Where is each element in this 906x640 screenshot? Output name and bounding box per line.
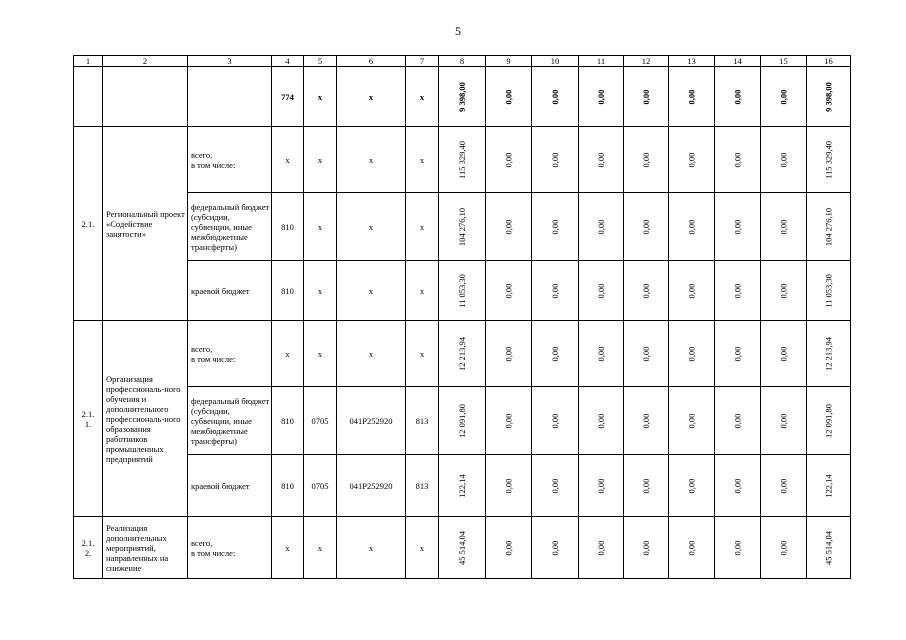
row-name-cell: Региональный проект «Содействие занятости»: [103, 127, 188, 321]
table-row: [74, 455, 851, 517]
header-cell-11: 11: [579, 56, 624, 67]
col11-cell-text: 0,00: [596, 219, 606, 234]
col16-cell: [807, 387, 851, 455]
table-row: [74, 387, 851, 455]
col14-cell-text: 0,00: [732, 478, 743, 493]
col13-cell: [669, 517, 715, 579]
col13-cell-text: 0,00: [686, 346, 697, 361]
col12-cell: [624, 455, 669, 517]
col13-cell: [669, 387, 715, 455]
col13-cell: [669, 455, 715, 517]
header-cell-16: 16: [807, 56, 851, 67]
col9-cell: [486, 387, 532, 455]
col15-cell: [761, 321, 807, 387]
col16-cell: [807, 127, 851, 193]
col13-cell-text: 0,00: [686, 478, 697, 493]
col14-cell-text: 0,00: [732, 89, 743, 104]
col12-cell-text: 0,00: [641, 89, 651, 104]
col15-cell: [761, 387, 807, 455]
total-cell-text: 9 398,00: [457, 81, 467, 112]
header-cell-14: 14: [715, 56, 761, 67]
col10-cell: [532, 193, 579, 261]
table-row: [74, 67, 851, 127]
row-name-cell: [103, 67, 188, 127]
col12-cell-text: 0,00: [641, 219, 651, 234]
col13-cell-text: 0,00: [686, 152, 697, 167]
col13-cell: [669, 67, 715, 127]
col10-cell: [532, 321, 579, 387]
col12-cell: [624, 321, 669, 387]
col13-cell: [669, 261, 715, 321]
col11-cell: [579, 455, 624, 517]
row-name-cell: Организация профессиональ-ного обучения и дополнительного профессиональ-ного образования работников промышленных предприятий: [103, 321, 188, 517]
col5-cell: x: [304, 261, 337, 321]
col11-cell: [579, 517, 624, 579]
col13-cell: [669, 127, 715, 193]
col14-cell: [715, 127, 761, 193]
funding-source-cell: [188, 67, 272, 127]
col15-cell-text: 0,00: [778, 478, 789, 493]
funding-source-cell: федеральный бюджет (субсидии, субвенции, иные межбюджетные трансферты): [188, 193, 272, 261]
col9-cell-text: 0,00: [503, 413, 514, 428]
col15-cell-text: 0,00: [778, 540, 789, 555]
col7-cell: x: [406, 321, 439, 387]
col15-cell-text: 0,00: [778, 283, 789, 298]
col16-cell-text: 12 213,94: [823, 336, 834, 371]
col9-cell-text: 0,00: [503, 346, 514, 361]
funding-source-cell: краевой бюджет: [188, 455, 272, 517]
col15-cell: [761, 517, 807, 579]
col11-cell-text: 0,00: [596, 540, 606, 555]
header-cell-6: 6: [337, 56, 406, 67]
col11-cell-text: 0,00: [596, 413, 606, 428]
funding-source-cell: федеральный бюджет (субсидии, субвенции, иные межбюджетные трансферты): [188, 387, 272, 455]
col10-cell: [532, 455, 579, 517]
col16-cell: [807, 321, 851, 387]
col9-cell: [486, 517, 532, 579]
col11-cell: [579, 67, 624, 127]
col14-cell: [715, 321, 761, 387]
col4-cell: 810: [272, 455, 304, 517]
col13-cell-text: 0,00: [686, 89, 697, 104]
col16-cell-text: 115 329,40: [823, 140, 834, 179]
col14-cell: [715, 517, 761, 579]
col15-cell: [761, 455, 807, 517]
col9-cell-text: 0,00: [503, 152, 514, 167]
col12-cell-text: 0,00: [641, 152, 651, 167]
funding-source-cell: всего, в том числе:: [188, 127, 272, 193]
total-cell: [439, 517, 486, 579]
header-cell-3: 3: [188, 56, 272, 67]
total-cell: [439, 387, 486, 455]
col14-cell-text: 0,00: [732, 152, 743, 167]
col15-cell-text: 0,00: [778, 346, 789, 361]
col11-cell-text: 0,00: [596, 346, 606, 361]
col7-cell: 813: [406, 387, 439, 455]
col4-cell: x: [272, 517, 304, 579]
col6-cell: x: [337, 261, 406, 321]
col10-cell-text: 0,00: [550, 219, 560, 234]
col14-cell: [715, 387, 761, 455]
col14-cell-text: 0,00: [732, 413, 743, 428]
col6-cell: x: [337, 127, 406, 193]
col11-cell: [579, 261, 624, 321]
col14-cell: [715, 67, 761, 127]
total-cell: [439, 67, 486, 127]
col13-cell: [669, 193, 715, 261]
funding-source-cell: краевой бюджет: [188, 261, 272, 321]
col4-cell: x: [272, 321, 304, 387]
col10-cell-text: 0,00: [550, 478, 560, 493]
col11-cell-text: 0,00: [596, 89, 606, 104]
col9-cell: [486, 127, 532, 193]
header-row: [74, 56, 851, 67]
col16-cell-text: 45 514,04: [823, 530, 834, 565]
col12-cell: [624, 67, 669, 127]
header-cell-7: 7: [406, 56, 439, 67]
budget-table: [73, 55, 851, 579]
total-cell-text: 11 053,30: [457, 273, 467, 308]
col4-cell: 810: [272, 387, 304, 455]
col5-cell: x: [304, 517, 337, 579]
row-number-cell: 2.1. 1.: [74, 321, 103, 517]
funding-source-cell: всего, в том числе:: [188, 321, 272, 387]
col15-cell: [761, 127, 807, 193]
header-cell-8: 8: [439, 56, 486, 67]
col11-cell: [579, 321, 624, 387]
total-cell-text: 12 213,94: [457, 336, 467, 371]
col13-cell-text: 0,00: [686, 219, 697, 234]
total-cell-text: 122,14: [457, 473, 467, 498]
col15-cell-text: 0,00: [778, 219, 789, 234]
total-cell: [439, 193, 486, 261]
col15-cell-text: 0,00: [778, 89, 789, 104]
total-cell: [439, 321, 486, 387]
row-number-cell: 2.1.: [74, 127, 103, 321]
col10-cell-text: 0,00: [550, 283, 560, 298]
col11-cell-text: 0,00: [596, 478, 606, 493]
col13-cell-text: 0,00: [686, 283, 697, 298]
col10-cell: [532, 261, 579, 321]
col7-cell: x: [406, 127, 439, 193]
col16-cell: [807, 517, 851, 579]
total-cell-text: 45 514,04: [457, 530, 467, 565]
table-row: [74, 127, 851, 193]
col14-cell-text: 0,00: [732, 540, 743, 555]
col9-cell: [486, 455, 532, 517]
table-body: [74, 56, 851, 579]
col5-cell: 0705: [304, 387, 337, 455]
col5-cell: x: [304, 193, 337, 261]
header-cell-4: 4: [272, 56, 304, 67]
col11-cell-text: 0,00: [596, 152, 606, 167]
col12-cell: [624, 127, 669, 193]
col7-cell: x: [406, 517, 439, 579]
col15-cell-text: 0,00: [778, 152, 789, 167]
col14-cell-text: 0,00: [732, 283, 743, 298]
header-cell-13: 13: [669, 56, 715, 67]
total-cell: [439, 261, 486, 321]
col16-cell: [807, 455, 851, 517]
row-number-cell: [74, 67, 103, 127]
col16-cell-text: 122,14: [823, 473, 834, 498]
col12-cell: [624, 261, 669, 321]
col12-cell: [624, 193, 669, 261]
total-cell-text: 115 329,40: [457, 140, 467, 179]
col12-cell-text: 0,00: [641, 540, 651, 555]
header-cell-10: 10: [532, 56, 579, 67]
col14-cell: [715, 455, 761, 517]
col14-cell-text: 0,00: [732, 346, 743, 361]
col5-cell: x: [304, 321, 337, 387]
col12-cell: [624, 517, 669, 579]
col6-cell: x: [337, 517, 406, 579]
col4-cell: 810: [272, 193, 304, 261]
col5-cell: x: [304, 127, 337, 193]
col6-cell: x: [337, 321, 406, 387]
funding-source-cell: всего, в том числе:: [188, 517, 272, 579]
header-cell-1: 1: [74, 56, 103, 67]
col12-cell-text: 0,00: [641, 346, 651, 361]
header-cell-2: 2: [103, 56, 188, 67]
total-cell: [439, 127, 486, 193]
table-row: [74, 193, 851, 261]
col12-cell-text: 0,00: [641, 413, 651, 428]
col14-cell: [715, 193, 761, 261]
col12-cell-text: 0,00: [641, 478, 651, 493]
total-cell-text: 104 276,10: [457, 207, 467, 246]
col6-cell: x: [337, 67, 406, 127]
col6-cell: 041P252920: [337, 455, 406, 517]
col9-cell: [486, 261, 532, 321]
col7-cell: 813: [406, 455, 439, 517]
col13-cell: [669, 321, 715, 387]
col9-cell-text: 0,00: [503, 219, 514, 234]
col13-cell-text: 0,00: [686, 540, 697, 555]
col5-cell: x: [304, 67, 337, 127]
total-cell: [439, 455, 486, 517]
col13-cell-text: 0,00: [686, 413, 697, 428]
col5-cell: 0705: [304, 455, 337, 517]
col9-cell-text: 0,00: [503, 478, 514, 493]
col4-cell: 810: [272, 261, 304, 321]
col11-cell: [579, 127, 624, 193]
row-name-cell: Реализация дополнительных мероприятий, направленных на снижение: [103, 517, 188, 579]
col9-cell: [486, 67, 532, 127]
col16-cell-text: 12 091,80: [823, 403, 834, 438]
col16-cell: [807, 261, 851, 321]
col4-cell: x: [272, 127, 304, 193]
table-row: [74, 261, 851, 321]
col14-cell: [715, 261, 761, 321]
col12-cell-text: 0,00: [641, 283, 651, 298]
header-cell-12: 12: [624, 56, 669, 67]
col10-cell-text: 0,00: [550, 89, 560, 104]
col9-cell: [486, 321, 532, 387]
table-row: [74, 321, 851, 387]
col9-cell: [486, 193, 532, 261]
col14-cell-text: 0,00: [732, 219, 743, 234]
header-cell-5: 5: [304, 56, 337, 67]
row-number-cell: 2.1. 2.: [74, 517, 103, 579]
col6-cell: 041P252920: [337, 387, 406, 455]
table-row: [74, 517, 851, 579]
col10-cell: [532, 387, 579, 455]
col16-cell-text: 104 276,10: [823, 207, 834, 246]
col15-cell: [761, 193, 807, 261]
col15-cell-text: 0,00: [778, 413, 789, 428]
col10-cell-text: 0,00: [550, 413, 560, 428]
col10-cell-text: 0,00: [550, 540, 560, 555]
col10-cell-text: 0,00: [550, 152, 560, 167]
header-cell-15: 15: [761, 56, 807, 67]
col10-cell: [532, 517, 579, 579]
col11-cell-text: 0,00: [596, 283, 606, 298]
col16-cell: [807, 67, 851, 127]
col9-cell-text: 0,00: [503, 283, 514, 298]
col16-cell-text: 9 398,00: [823, 81, 834, 112]
col6-cell: x: [337, 193, 406, 261]
col9-cell-text: 0,00: [503, 89, 514, 104]
col7-cell: x: [406, 261, 439, 321]
col15-cell: [761, 67, 807, 127]
col10-cell-text: 0,00: [550, 346, 560, 361]
col10-cell: [532, 67, 579, 127]
col4-cell: 774: [272, 67, 304, 127]
col7-cell: x: [406, 67, 439, 127]
col11-cell: [579, 193, 624, 261]
col15-cell: [761, 261, 807, 321]
col9-cell-text: 0,00: [503, 540, 514, 555]
col16-cell-text: 11 053,30: [823, 273, 834, 308]
total-cell-text: 12 091,80: [457, 403, 467, 438]
col16-cell: [807, 193, 851, 261]
header-cell-9: 9: [486, 56, 532, 67]
col12-cell: [624, 387, 669, 455]
page-number: 5: [455, 24, 461, 38]
col7-cell: x: [406, 193, 439, 261]
col10-cell: [532, 127, 579, 193]
col11-cell: [579, 387, 624, 455]
